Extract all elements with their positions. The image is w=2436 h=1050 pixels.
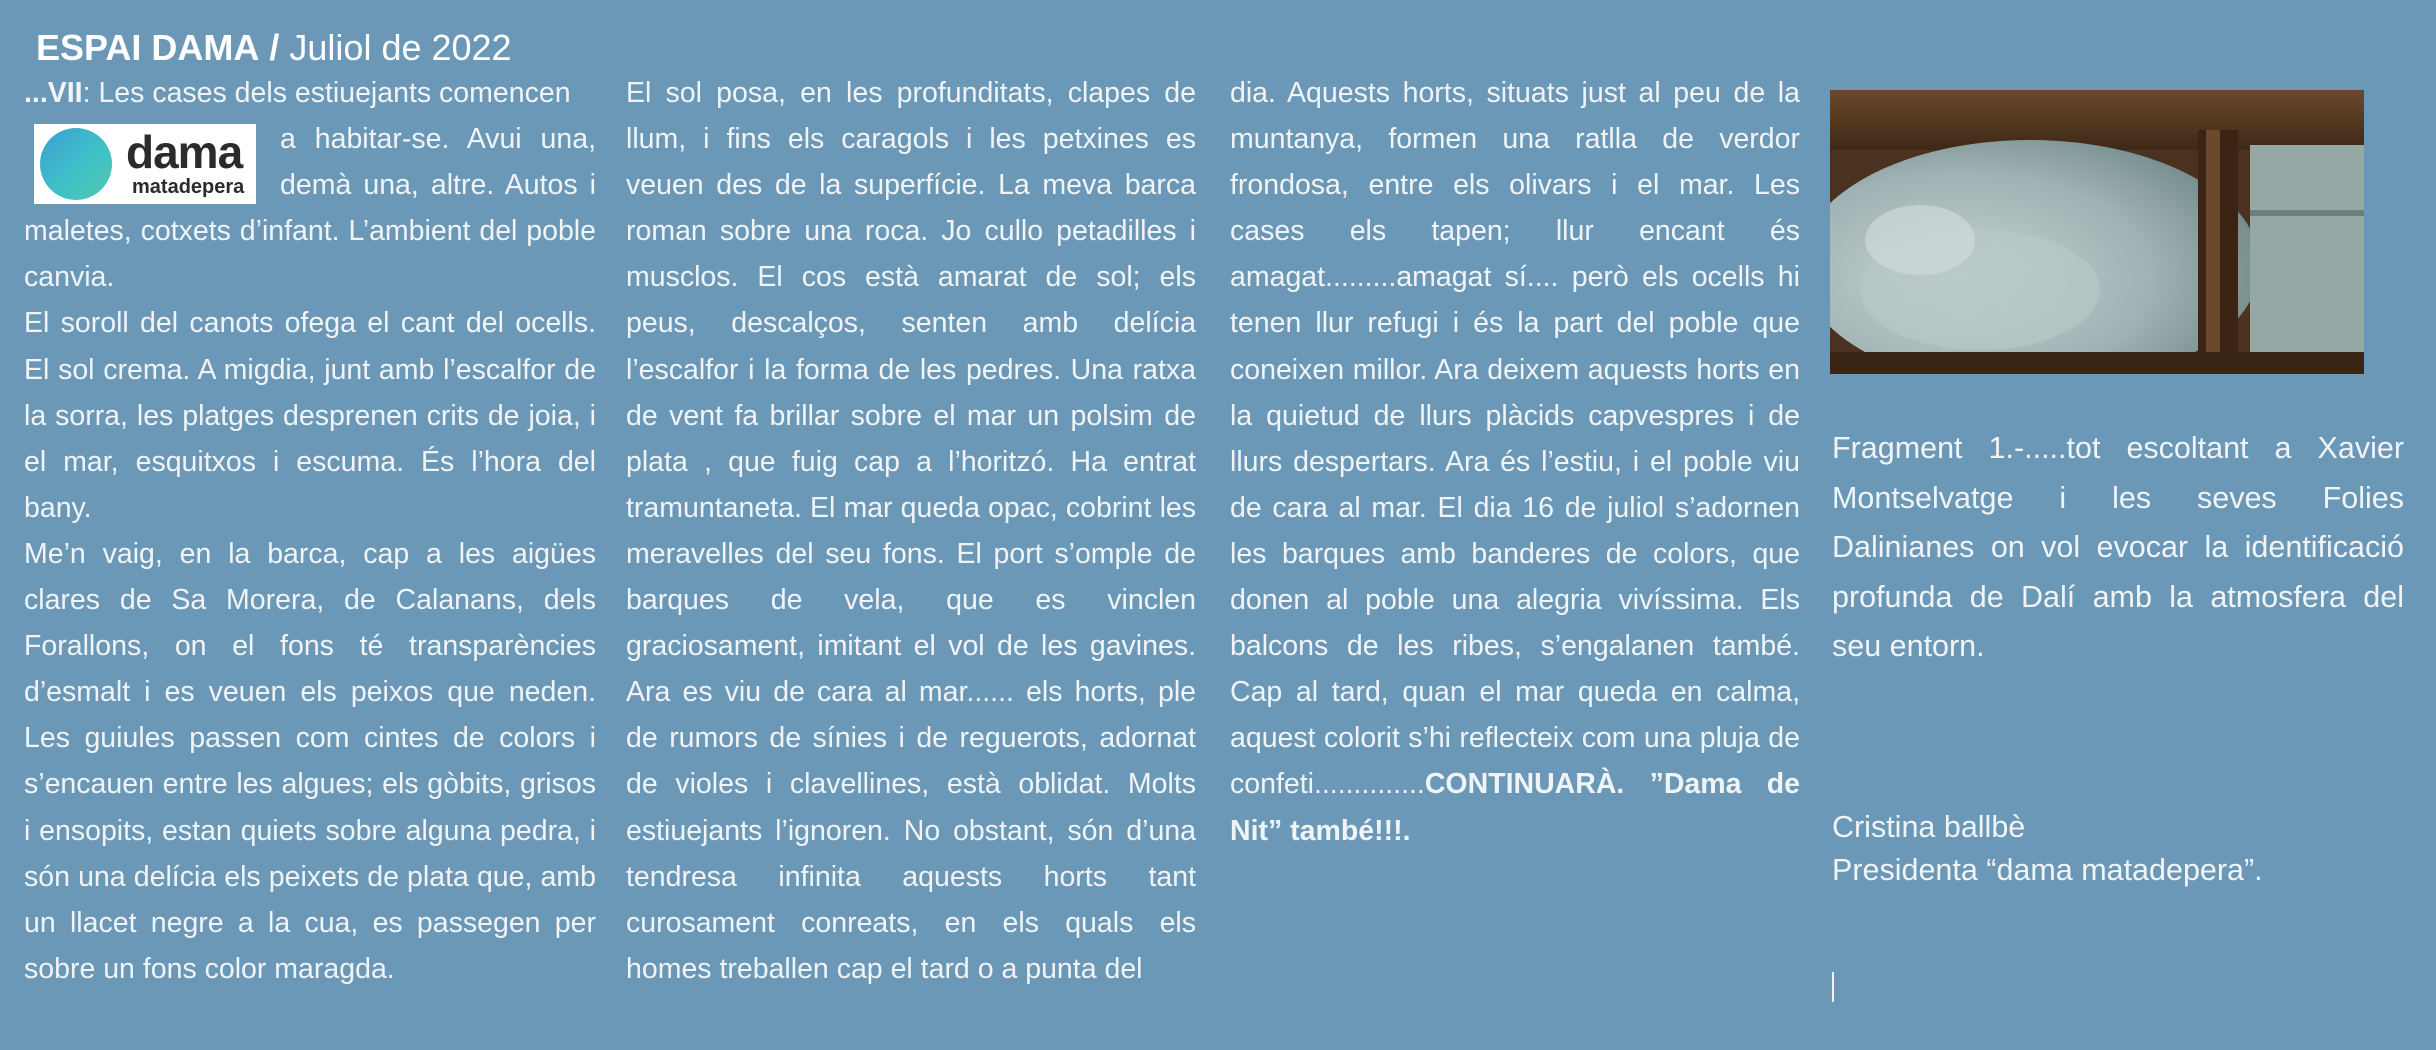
- logo-word: dama: [126, 126, 243, 179]
- header-brand: ESPAI DAMA: [36, 27, 260, 68]
- painting-fragment-svg: [1830, 90, 2364, 374]
- paragraph-text-continued: a habitar-se. Avui una, demà una, altre. Autos i maletes, cotxets d’infant. L’ambient del poble canvia.: [24, 123, 596, 294]
- painting-fragment-image: [1830, 90, 2364, 374]
- signature-name: Cristina ballbè: [1832, 810, 2026, 844]
- text-cursor: [1832, 972, 1834, 1002]
- article-paragraph: [24, 70, 596, 300]
- dama-logo: [34, 124, 256, 204]
- article-paragraph: [1230, 70, 1800, 854]
- article-paragraph: El sol posa, en les profunditats, clapes de llum, i fins els caragols i les petxines es veuen des de la superfície. La meva barca roman sobre una roca. Jo cullo petadilles i musclos. El cos està amarat de sol; els peus, descalços, senten amb delícia l’escalfor i la forma de les pedres. Una ratxa de vent fa brillar sobre el mar un polsim de plata , que fuig cap a l’horitzó. Ha entrat tramuntaneta. El mar queda opac, cobrint les meravelles del seu fons. El port s’omple de barques de vela, que es vinclen graciosament, imitant el vol de les gavines. Ara es viu de cara al mar...... els horts, ple de rumors de sínies i de reguerots, adornat de violes i clavellines, està oblidat. Molts estiuejants l’ignoren. No obstant, són d’una tendresa infinita aquests horts tant curosament conreats, en els quals els homes treballen cap el tard o a punta del: [626, 77, 1196, 985]
- article-column-1: [24, 70, 596, 992]
- chapter-marker: ...VII: [24, 77, 83, 109]
- logo-subword: matadepera: [132, 176, 245, 199]
- article-column-2: [626, 70, 1196, 992]
- logo-circle-icon: [40, 128, 112, 200]
- paragraph-text: : Les cases dels estiuejants comencen: [82, 77, 571, 109]
- page-header: [36, 24, 512, 72]
- article-paragraph: El soroll del canots ofega el cant del ocells. El sol crema. A migdia, junt amb l’escalfor de la sorra, les platges desprenen crits de joia, i el mar, esquitxos i escuma. És l’hora del bany.: [24, 307, 596, 524]
- paragraph-text: dia. Aquests horts, situats just al peu de la muntanya, formen una ratlla de verdor frondosa, entre els olivars i el mar. Les cases els tapen; llur encant és amagat.........amagat sí.... però els ocells hi tenen llur refugi i és la part del poble que coneixen millor. Ara deixem aquests horts en la quietud de llurs plàcids capvespres i de llurs despertars. Ara és l’estiu, i el poble viu de cara al mar. El dia 16 de juliol s’adornen les barques amb banderes de colors, que donen al poble una alegria vivíssima. Els balcons de les ribes, s’engalanen també. Cap al tard, quan el mar queda en calma, aquest colorit s’hi reflecteix com una pluja de confeti..............: [1230, 77, 1800, 801]
- continued-notice: CONTINUARÀ. ”Dama de Nit” també!!!.: [1230, 768, 1800, 847]
- header-separator: /: [269, 27, 280, 68]
- fragment-note: Fragment 1.-.....tot escoltant a Xavier Montselvatge i les seves Folies Dalinianes on vol evocar la identificació profunda de Dalí amb la atmosfera del seu entorn.: [1832, 431, 2404, 663]
- article-column-3: [1230, 70, 1800, 854]
- header-date: Juliol de 2022: [289, 27, 512, 68]
- article-paragraph: Me’n vaig, en la barca, cap a les aigües clares de Sa Morera, de Calanans, dels Forallons, on el fons té transparències d’esmalt i es veuen els peixos que neden. Les guiules passen com cintes de colors i s’encauen entre les algues; els gòbits, grisos i ensopits, estan quiets sobre alguna pedra, i són una delícia els peixets de plata que, amb un llacet negre a la cua, es passegen per sobre un fons color maragda.: [24, 537, 596, 985]
- signature-role: Presidenta “dama matadepera”.: [1832, 853, 2263, 887]
- signature-block: [1832, 806, 2392, 892]
